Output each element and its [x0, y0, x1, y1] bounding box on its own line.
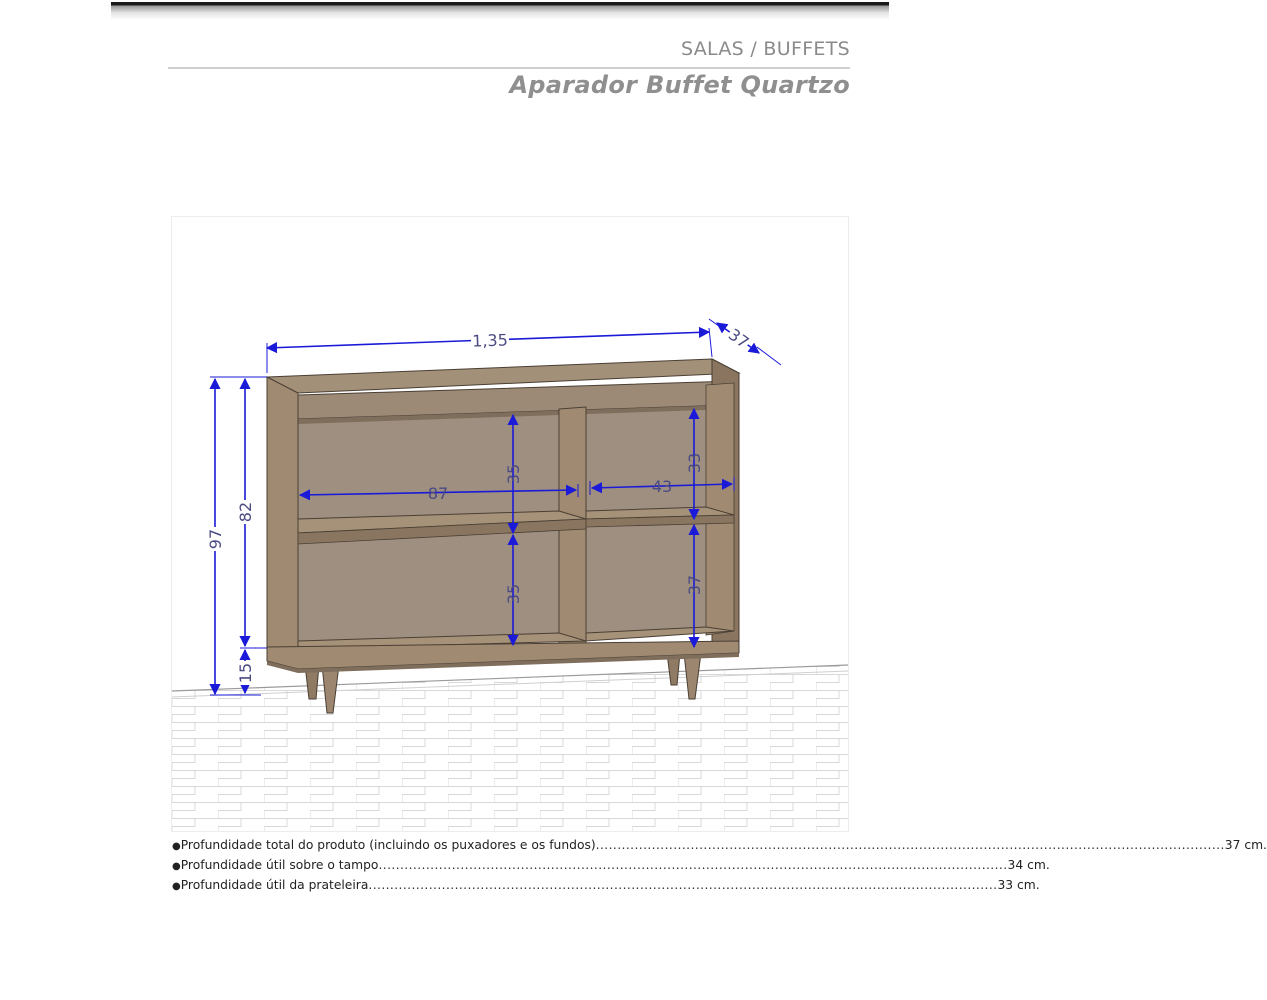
header-divider	[168, 67, 850, 69]
dim-left-top-niche-label: 35	[504, 463, 523, 485]
dim-body-height-label: 82	[236, 501, 255, 523]
bullet-icon: ●	[172, 881, 181, 892]
spec-label: Profundidade útil da prateleira	[180, 878, 369, 892]
bullet-icon: ●	[172, 841, 181, 852]
category-label: SALAS / BUFFETS	[681, 38, 850, 60]
dim-right-top-niche-label: 33	[685, 452, 704, 474]
dim-depth-label: 37	[724, 324, 753, 353]
bullet-icon: ●	[172, 861, 181, 872]
spec-value: 37 cm.	[1224, 838, 1267, 852]
technical-drawing	[171, 216, 849, 832]
product-title: Aparador Buffet Quartzo	[509, 71, 850, 99]
spec-row	[172, 876, 1040, 896]
dim-width-label: 1,35	[471, 330, 509, 351]
spec-value: 34 cm.	[1007, 858, 1050, 872]
spec-value: 33 cm.	[997, 878, 1040, 892]
spec-row	[172, 836, 1267, 856]
dim-left-width-label: 87	[427, 484, 449, 503]
spec-leader-dots: ..................................................................................................................................................	[378, 858, 1008, 872]
top-bar	[111, 2, 889, 20]
spec-label: Profundidade total do produto (incluindo os puxadores e os fundos)	[180, 838, 596, 852]
spec-label: Profundidade útil sobre o tampo	[180, 858, 379, 872]
dim-right-bottom-niche-label: 37	[685, 574, 704, 596]
floor	[172, 662, 848, 831]
buffet-body	[267, 359, 739, 673]
specifications-list	[172, 836, 1267, 896]
dim-right-width-label: 43	[651, 477, 673, 496]
dim-leg-height-label: 15	[236, 662, 255, 684]
spec-leader-dots: ..................................................................................................................................................	[595, 838, 1225, 852]
spec-leader-dots: ..................................................................................................................................................	[368, 878, 998, 892]
spec-row	[172, 856, 1050, 876]
dim-left-bottom-niche-label: 35	[504, 583, 523, 605]
dim-total-height-label: 97	[206, 528, 225, 550]
